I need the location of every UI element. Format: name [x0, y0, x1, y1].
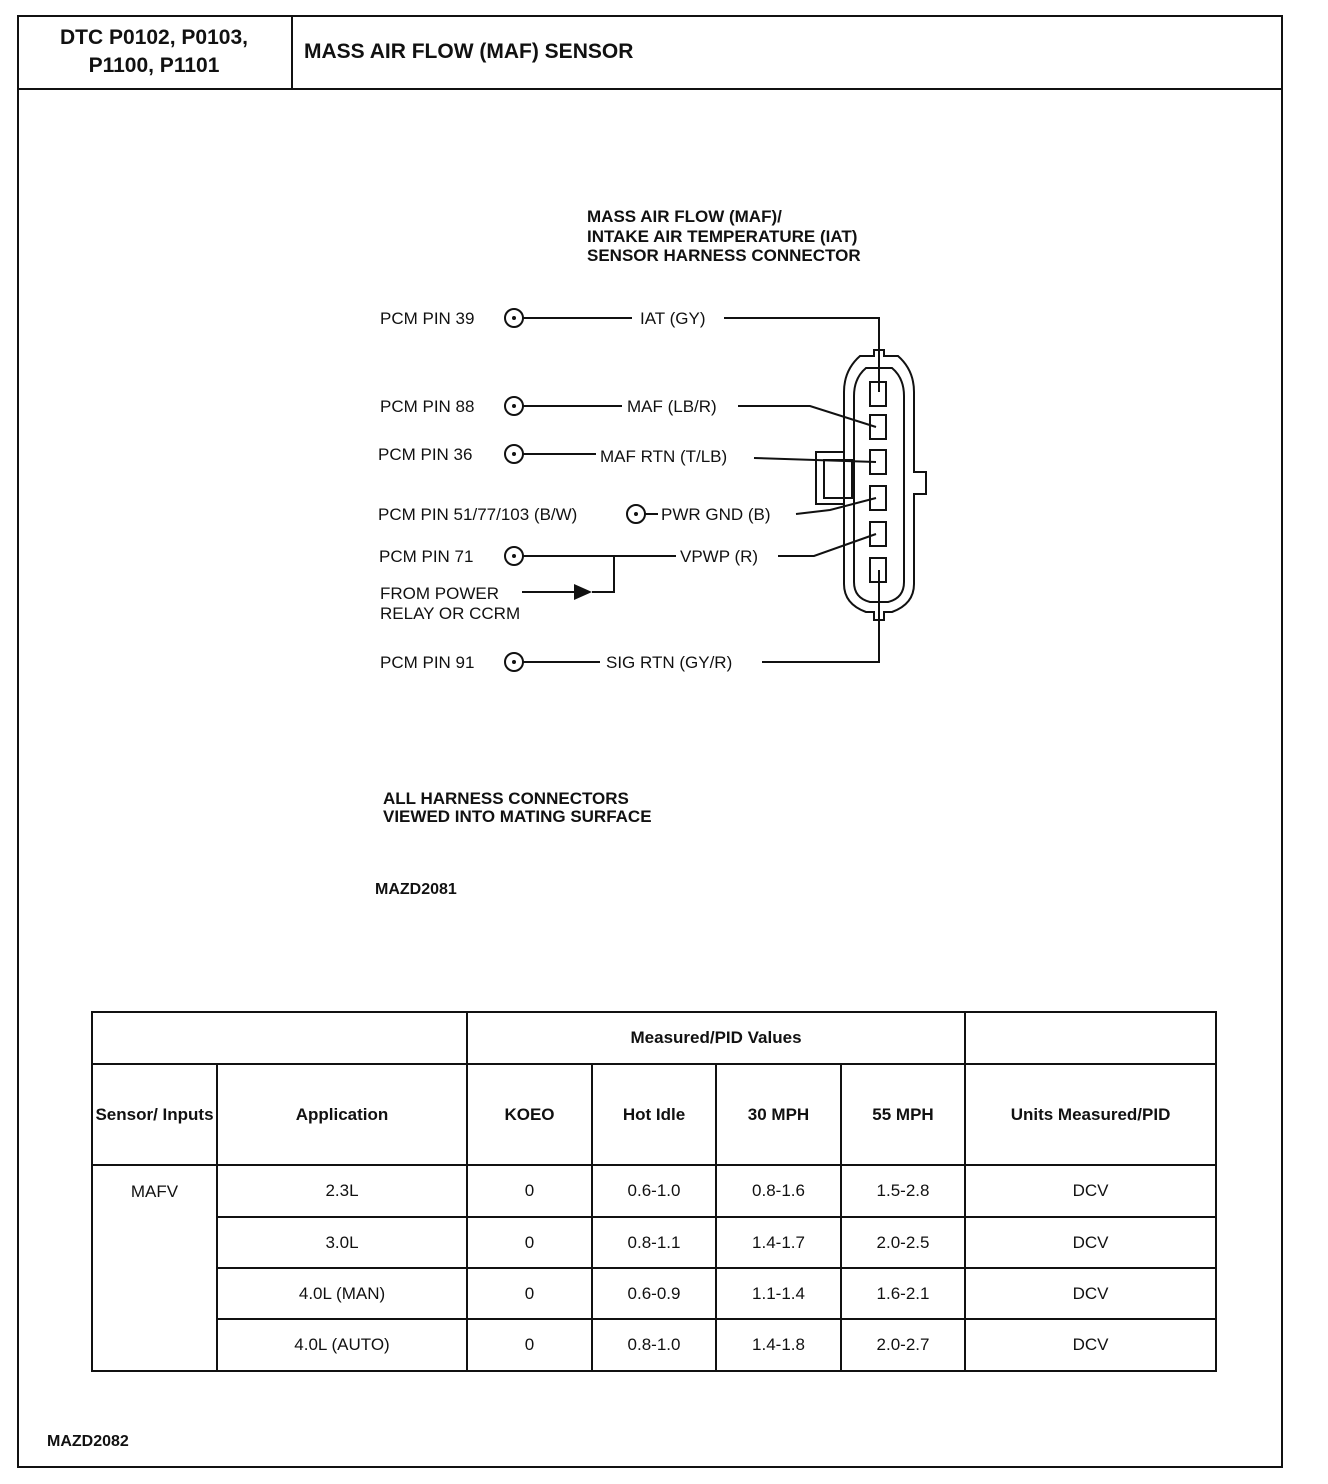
application-cell: 2.3L: [217, 1165, 467, 1217]
pcm-pin-39-label: PCM PIN 39: [380, 309, 475, 328]
pcm-pin-gnd-label: PCM PIN 51/77/103 (B/W): [378, 505, 578, 524]
note-line-1: ALL HARNESS CONNECTORS: [383, 789, 629, 808]
application-cell: 3.0L: [217, 1217, 467, 1268]
sig-rtn-circuit-label: SIG RTN (GY/R): [606, 653, 733, 672]
55mph-cell: 2.0-2.7: [841, 1319, 965, 1371]
30mph-cell: 1.4-1.8: [716, 1319, 841, 1371]
30mph-cell: 1.4-1.7: [716, 1217, 841, 1268]
units-cell: DCV: [965, 1319, 1216, 1371]
koeo-cell: 0: [467, 1319, 592, 1371]
wires: [522, 318, 879, 662]
koeo-cell: 0: [467, 1217, 592, 1268]
figure-id-diagram: MAZD2081: [375, 881, 457, 898]
vpwp-circuit-label: VPWP (R): [680, 547, 759, 566]
koeo-cell: 0: [467, 1165, 592, 1217]
note-line-2: VIEWED INTO MATING SURFACE: [383, 807, 652, 826]
30mph-cell: 1.1-1.4: [716, 1268, 841, 1319]
table-row: [92, 1319, 1216, 1371]
units-cell: DCV: [965, 1217, 1216, 1268]
dtc-line-2: P1100, P1101: [88, 53, 220, 77]
harness-connector: [816, 350, 926, 620]
55mph-cell: 1.5-2.8: [841, 1165, 965, 1217]
connector-title-2: INTAKE AIR TEMPERATURE (IAT): [587, 227, 858, 246]
group-header: Measured/PID Values: [467, 1012, 965, 1064]
application-cell: 4.0L (MAN): [217, 1268, 467, 1319]
cavity-2: [870, 415, 886, 439]
blank-header-cell: [965, 1012, 1216, 1064]
maf-circuit-label: MAF (LB/R): [627, 397, 717, 416]
connector-title-3: SENSOR HARNESS CONNECTOR: [587, 246, 861, 265]
30mph-cell: 0.8-1.6: [716, 1165, 841, 1217]
hot-idle-cell: 0.6-0.9: [592, 1268, 716, 1319]
pcm-pin-91-label: PCM PIN 91: [380, 653, 475, 672]
table-row: [92, 1268, 1216, 1319]
col-header-application: Application: [217, 1064, 467, 1165]
55mph-cell: 2.0-2.5: [841, 1217, 965, 1268]
figure-id-table: MAZD2082: [47, 1433, 129, 1450]
hot-idle-cell: 0.8-1.1: [592, 1217, 716, 1268]
cavity-5: [870, 522, 886, 546]
sensor-cell: MAFV: [92, 1165, 217, 1371]
units-cell: DCV: [965, 1165, 1216, 1217]
table-row: [92, 1165, 1216, 1217]
power-source-line-2: RELAY OR CCRM: [380, 604, 521, 623]
hot-idle-cell: 0.6-1.0: [592, 1165, 716, 1217]
units-cell: DCV: [965, 1268, 1216, 1319]
55mph-cell: 1.6-2.1: [841, 1268, 965, 1319]
col-header-units: Units Measured/PID: [965, 1064, 1216, 1165]
application-cell: 4.0L (AUTO): [217, 1319, 467, 1371]
col-header-koeo: KOEO: [467, 1064, 592, 1165]
col-header-sensor: Sensor/ Inputs: [92, 1064, 217, 1165]
page-title: MASS AIR FLOW (MAF) SENSOR: [293, 15, 1283, 90]
pwr-gnd-circuit-label: PWR GND (B): [661, 505, 771, 524]
maf-rtn-circuit-label: MAF RTN (T/LB): [600, 447, 728, 466]
dtc-line-1: DTC P0102, P0103,: [60, 25, 248, 49]
blank-header-cell: [92, 1012, 467, 1064]
pcm-pin-36-label: PCM PIN 36: [378, 445, 473, 464]
col-header-30mph: 30 MPH: [716, 1064, 841, 1165]
pcm-pin-88-label: PCM PIN 88: [380, 397, 475, 416]
koeo-cell: 0: [467, 1268, 592, 1319]
col-header-hot-idle: Hot Idle: [592, 1064, 716, 1165]
table-row: [92, 1217, 1216, 1268]
power-arrow: [574, 584, 592, 600]
pcm-pin-71-label: PCM PIN 71: [379, 547, 474, 566]
hot-idle-cell: 0.8-1.0: [592, 1319, 716, 1371]
col-header-55mph: 55 MPH: [841, 1064, 965, 1165]
pid-values-table: [91, 1011, 1217, 1372]
connector-title-1: MASS AIR FLOW (MAF)/: [587, 207, 782, 226]
power-source-line-1: FROM POWER: [380, 584, 499, 603]
iat-circuit-label: IAT (GY): [640, 309, 706, 328]
